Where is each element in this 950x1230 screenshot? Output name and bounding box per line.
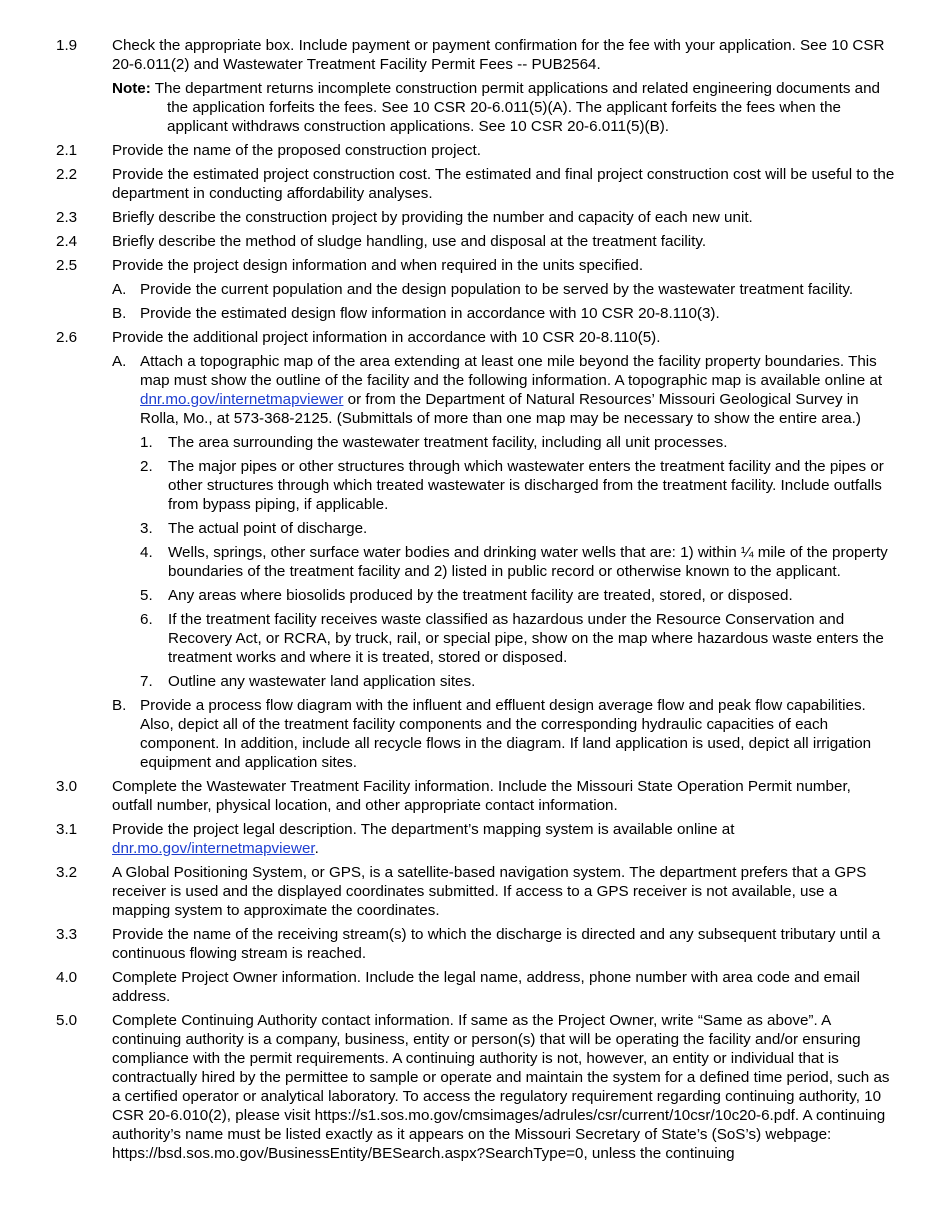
instruction-3-0 bbox=[0, 777, 950, 815]
item-number: 4.0 bbox=[56, 969, 78, 986]
item-number: 5.0 bbox=[56, 1012, 78, 1029]
map-viewer-link[interactable]: dnr.mo.gov/internetmapviewer bbox=[112, 840, 315, 857]
instruction-2-6-b bbox=[0, 696, 950, 772]
item-text: Provide the name of the proposed construction project. bbox=[112, 142, 481, 159]
instruction-4-0 bbox=[0, 968, 950, 1006]
item-number: 4. bbox=[140, 544, 153, 561]
item-letter: A. bbox=[112, 353, 127, 370]
map-requirement-6 bbox=[0, 610, 950, 667]
map-requirement-3 bbox=[0, 519, 950, 538]
item-letter: B. bbox=[112, 697, 127, 714]
item-letter: A. bbox=[112, 281, 127, 298]
instruction-3-3 bbox=[0, 925, 950, 963]
item-text: The actual point of discharge. bbox=[168, 520, 368, 537]
instruction-2-2 bbox=[0, 165, 950, 203]
item-text: Provide a process flow diagram with the influent and effluent design average flow and peak flow capabilities. Also, depict all of the treatment facility components and the corresponding hydraulic capacities of each component. In addition, include all recycle flows in the diagram. If land application is used, depict all irrigation equipment and application sites. bbox=[140, 697, 872, 771]
instruction-2-5-b bbox=[0, 304, 950, 323]
item-number: 2.2 bbox=[56, 166, 78, 183]
item-number: 2. bbox=[140, 458, 153, 475]
instruction-1-9 bbox=[0, 36, 950, 74]
instruction-2-6-a bbox=[0, 352, 950, 428]
item-text: Complete Continuing Authority contact information. If same as the Project Owner, write “Same as above”. A continuing authority is a company, business, entity or person(s) that will be operating the facility and/or ensuring compliance with the permit requirements. A continuing authority is not, however, an entity or individual that is contractually hired by the permittee to sample or operate and maintain the system for a defined time period, such as a certified operator or analytical laboratory. To access the regulatory requirement regarding continuing authority, 10 CSR 20-6.010(2), please visit https://s1.sos.mo.gov/cmsimages/adrules/csr/current/10csr/10c20-6.pdf. A continuing authority’s name must be listed exactly as it appears on the Missouri Secretary of State’s (SoS’s) webpage: https://bsd.sos.mo.gov/BusinessEntity/BESearch.aspx?SearchType=0, unless the continuing bbox=[112, 1012, 890, 1162]
map-viewer-link[interactable]: dnr.mo.gov/internetmapviewer bbox=[140, 391, 344, 408]
instruction-2-4 bbox=[0, 232, 950, 251]
item-text: Provide the current population and the design population to be served by the wastewater treatment facility. bbox=[140, 281, 854, 298]
item-text: The area surrounding the wastewater treatment facility, including all unit processes. bbox=[168, 434, 728, 451]
instructions-page bbox=[0, 36, 950, 1168]
item-text-after: or from the Department of Natural Resources’ Missouri Geological Survey in Rolla, Mo., at 573-368-2125. (Submittals of more than one map may be necessary to show the entire area.) bbox=[140, 391, 861, 427]
item-text: A Global Positioning System, or GPS, is a satellite-based navigation system. The department prefers that a GPS receiver is used and the displayed coordinates submitted. If access to a GPS receiver is not available, use a mapping system to approximate the coordinates. bbox=[112, 864, 867, 919]
map-requirement-1 bbox=[0, 433, 950, 452]
item-number: 2.3 bbox=[56, 209, 78, 226]
item-letter: B. bbox=[112, 305, 127, 322]
instruction-3-2 bbox=[0, 863, 950, 920]
item-text-after: . bbox=[314, 840, 319, 857]
item-number: 2.6 bbox=[56, 329, 78, 346]
map-requirement-5 bbox=[0, 586, 950, 605]
note-text: The department returns incomplete construction permit applications and related engineering documents and the application forfeits the fees. See 10 CSR 20-6.011(5)(A). The applicant forfeits the fees when the applicant withdraws construction applications. See 10 CSR 20-6.011(5)(B). bbox=[154, 80, 880, 135]
item-text: Outline any wastewater land application sites. bbox=[168, 673, 476, 690]
item-number: 7. bbox=[140, 673, 153, 690]
item-text: Complete Project Owner information. Include the legal name, address, phone number with area code and email address. bbox=[112, 969, 860, 1005]
item-text: The major pipes or other structures through which wastewater enters the treatment facility and the pipes or other structures through which treated wastewater is discharged from the treatment facility. Include outfalls from bypass piping, if applicable. bbox=[168, 458, 884, 513]
instruction-3-1 bbox=[0, 820, 950, 858]
note-label: Note: bbox=[112, 80, 151, 97]
item-number: 3. bbox=[140, 520, 153, 537]
item-text: Provide the additional project information in accordance with 10 CSR 20-8.110(5). bbox=[112, 329, 661, 346]
map-requirement-7 bbox=[0, 672, 950, 691]
note-block bbox=[0, 79, 950, 136]
instruction-2-1 bbox=[0, 141, 950, 160]
map-requirement-2 bbox=[0, 457, 950, 514]
item-text: Provide the estimated project construction cost. The estimated and final project construction cost will be useful to the department in conducting affordability analyses. bbox=[112, 166, 895, 202]
item-number: 3.2 bbox=[56, 864, 78, 881]
item-number: 2.1 bbox=[56, 142, 78, 159]
item-number: 1. bbox=[140, 434, 153, 451]
instruction-2-6 bbox=[0, 328, 950, 347]
item-text: Provide the project design information and when required in the units specified. bbox=[112, 257, 644, 274]
instruction-2-5-a bbox=[0, 280, 950, 299]
item-text: Briefly describe the method of sludge handling, use and disposal at the treatment facility. bbox=[112, 233, 707, 250]
map-requirement-4 bbox=[0, 543, 950, 581]
instruction-2-5 bbox=[0, 256, 950, 275]
item-text: Check the appropriate box. Include payment or payment confirmation for the fee with your application. See 10 CSR 20-6.011(2) and Wastewater Treatment Facility Permit Fees -- PUB2564. bbox=[112, 37, 885, 73]
item-number: 3.1 bbox=[56, 821, 78, 838]
item-number: 2.4 bbox=[56, 233, 78, 250]
instruction-2-3 bbox=[0, 208, 950, 227]
item-number: 1.9 bbox=[56, 37, 78, 54]
item-number: 3.3 bbox=[56, 926, 78, 943]
item-text: Complete the Wastewater Treatment Facility information. Include the Missouri State Operation Permit number, outfall number, physical location, and other appropriate contact information. bbox=[112, 778, 851, 814]
item-text-before: Provide the project legal description. The department’s mapping system is available online at bbox=[112, 821, 735, 838]
item-text: Briefly describe the construction project by providing the number and capacity of each new unit. bbox=[112, 209, 753, 226]
item-text: Any areas where biosolids produced by the treatment facility are treated, stored, or disposed. bbox=[168, 587, 793, 604]
item-text: Wells, springs, other surface water bodies and drinking water wells that are: 1) within ¼ mile of the property boundaries of the treatment facility and 2) listed in public record or otherwise known to the applicant. bbox=[168, 544, 888, 580]
item-text-before: Attach a topographic map of the area extending at least one mile beyond the facility property boundaries. This map must show the outline of the facility and the following information. A topographic map is available online at bbox=[140, 353, 883, 389]
item-text: Provide the estimated design flow information in accordance with 10 CSR 20-8.110(3). bbox=[140, 305, 720, 322]
item-number: 2.5 bbox=[56, 257, 78, 274]
item-text: Provide the name of the receiving stream(s) to which the discharge is directed and any subsequent tributary until a continuous flowing stream is reached. bbox=[112, 926, 881, 962]
item-text: If the treatment facility receives waste classified as hazardous under the Resource Conservation and Recovery Act, or RCRA, by truck, rail, or special pipe, show on the map where hazardous waste enters the treatment works and where it is treated, stored or disposed. bbox=[168, 611, 884, 666]
item-number: 5. bbox=[140, 587, 153, 604]
item-number: 6. bbox=[140, 611, 153, 628]
instruction-5-0 bbox=[0, 1011, 950, 1163]
item-number: 3.0 bbox=[56, 778, 78, 795]
